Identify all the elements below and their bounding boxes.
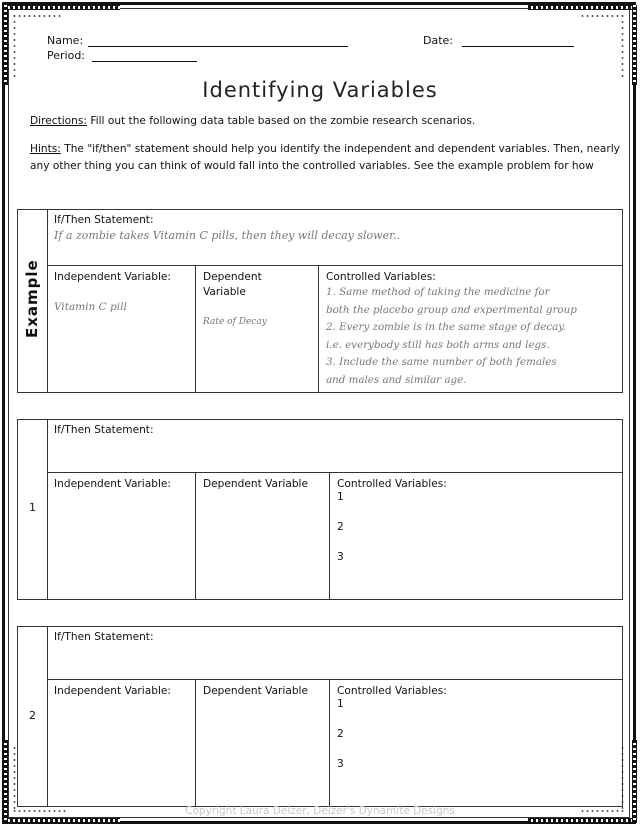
controlled-number: 1 <box>337 491 344 503</box>
name-label: Name: <box>47 34 84 47</box>
border-checker-left-top <box>3 5 8 85</box>
period-field[interactable] <box>92 61 197 62</box>
example-dependent-label-1: Dependent <box>203 271 262 283</box>
problem-1-ifthen-cell[interactable] <box>47 420 622 473</box>
corner-dots-tl-h <box>12 13 62 17</box>
problem-1-ifthen-label: If/Then Statement: <box>54 424 154 436</box>
problem-1-controlled-cell[interactable] <box>330 472 622 599</box>
problem-1-table <box>17 419 623 600</box>
controlled-line: i.e. everybody still has both arms and legs. <box>326 338 550 351</box>
example-independent-cell <box>47 265 196 392</box>
border-checker-top-right <box>528 5 636 10</box>
hints-text: The "if/then" statement should help you identify the independent and dependent variables. Then, nearly any other thing you can think of would fall into the controlled variables. See the example problem for how <box>30 143 620 172</box>
corner-dots-tl-v <box>12 13 18 78</box>
directions <box>30 113 620 130</box>
problem-2-independent-label: Independent Variable: <box>54 685 171 697</box>
controlled-line: 1. Same method of taking the medicine for <box>326 286 550 298</box>
problem-1-independent-cell[interactable] <box>47 472 196 599</box>
controlled-number: 2 <box>337 521 344 533</box>
problem-1-side-cell <box>18 420 48 599</box>
name-field[interactable] <box>88 46 348 47</box>
problem-2-number: 2 <box>29 709 36 722</box>
page-title: Identifying Variables <box>202 78 438 102</box>
problem-1-controlled-label: Controlled Variables: <box>337 478 447 490</box>
example-independent-value: Vitamin C pill <box>54 301 127 313</box>
controlled-number: 1 <box>337 698 344 710</box>
problem-1-number: 1 <box>29 501 36 514</box>
problem-2-ifthen-cell[interactable] <box>47 627 622 680</box>
example-controlled-list <box>326 284 577 389</box>
hints-label: Hints: <box>30 143 61 155</box>
example-ifthen-cell <box>47 210 622 266</box>
problem-2-side-cell <box>18 627 48 806</box>
controlled-line: and males and similar age. <box>326 373 467 386</box>
period-label: Period: <box>47 49 86 62</box>
controlled-line: 3. Include the same number of both females <box>326 356 557 368</box>
controlled-line: both the placebo group and experimental group <box>326 303 577 316</box>
problem-2-dependent-label: Dependent Variable <box>203 685 309 697</box>
example-table <box>17 209 623 393</box>
example-controlled-cell <box>319 265 622 392</box>
controlled-number: 3 <box>337 758 344 770</box>
example-ifthen-value: If a zombie takes Vitamin C pills, then they will decay slower.. <box>54 229 401 242</box>
problem-2-controlled-label: Controlled Variables: <box>337 685 447 697</box>
border-checker-top-left <box>5 5 120 10</box>
problem-2-table <box>17 626 623 807</box>
example-dependent-cell <box>196 265 319 392</box>
example-side-cell <box>18 210 48 392</box>
corner-dots-tr-h <box>580 13 625 17</box>
border-checker-bottom-right <box>528 818 636 823</box>
problem-2-independent-cell[interactable] <box>47 679 196 806</box>
border-checker-bottom-left <box>5 818 120 823</box>
hints <box>30 141 620 174</box>
controlled-number: 2 <box>337 728 344 740</box>
copyright-footer: Copyright Laura Delzer, Delzer's Dynamite Designs <box>185 805 455 817</box>
example-controlled-label: Controlled Variables: <box>326 271 436 283</box>
example-dependent-label-2: Variable <box>203 286 246 298</box>
directions-text: Fill out the following data table based on the zombie research scenarios. <box>86 115 476 127</box>
example-dependent-value: Rate of Decay <box>203 317 267 327</box>
problem-2-controlled-cell[interactable] <box>330 679 622 806</box>
controlled-number: 3 <box>337 551 344 563</box>
problem-2-dependent-cell[interactable] <box>196 679 330 806</box>
controlled-line: 2. Every zombie is in the same stage of decay. <box>326 321 567 333</box>
problem-1-dependent-label: Dependent Variable <box>203 478 309 490</box>
example-side-label: Example <box>23 259 41 338</box>
border-checker-right-top <box>632 5 637 85</box>
date-field[interactable] <box>462 46 574 47</box>
directions-label: Directions: <box>30 115 87 127</box>
date-label: Date: <box>423 34 453 47</box>
example-independent-label: Independent Variable: <box>54 271 171 283</box>
corner-dots-tr-v <box>620 13 626 78</box>
problem-2-ifthen-label: If/Then Statement: <box>54 631 154 643</box>
example-ifthen-label: If/Then Statement: <box>54 214 154 226</box>
problem-1-independent-label: Independent Variable: <box>54 478 171 490</box>
problem-1-dependent-cell[interactable] <box>196 472 330 599</box>
